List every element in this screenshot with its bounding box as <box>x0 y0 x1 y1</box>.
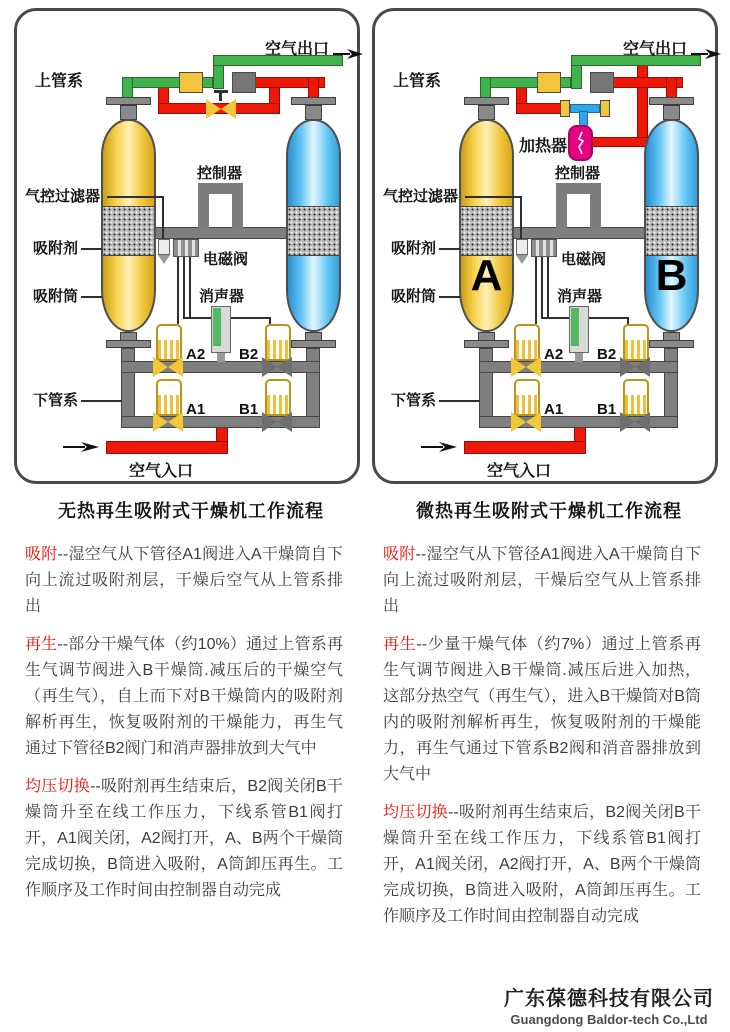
section-title: 微热再生吸附式干燥机工作流程 <box>416 501 682 521</box>
valve-b2-label: B2 <box>597 346 617 363</box>
tower-a-top-neck <box>120 105 137 120</box>
solenoid-valve-bank <box>531 239 557 257</box>
tower-b-top-neck <box>305 105 322 120</box>
tower-a-bottom-flange <box>106 340 151 348</box>
step-keyword: 均压切换 <box>383 804 449 821</box>
section-micro-heat-process <box>383 500 715 942</box>
valve-b1-actuator <box>623 379 649 416</box>
muffler-element <box>571 308 579 346</box>
tower-a-vessel <box>101 119 156 332</box>
pipe-tower-a-riser <box>122 77 133 99</box>
lower-pipe-label: 下管系 <box>33 392 79 409</box>
upper-pipe-label: 上管系 <box>393 73 442 90</box>
valve-b1-body <box>620 412 650 432</box>
tower-b-top-neck <box>663 105 680 120</box>
muffler-label: 消声器 <box>199 288 245 305</box>
pipe-tower-b-drop <box>308 77 319 99</box>
step-text: --湿空气从下管径A1阀进入A干燥筒自下向上流过吸附剂层，干燥后空气从上管系排出 <box>383 546 701 615</box>
solenoid-label: 电磁阀 <box>203 251 249 268</box>
pointer-line <box>439 400 480 402</box>
pipe-inlet <box>464 441 586 454</box>
company-name-en: Guangdong Baldor-tech Co.,Ltd <box>510 1012 708 1027</box>
company-footer <box>504 982 714 1027</box>
pointer-line <box>107 196 163 198</box>
pilot-filter-tip <box>158 255 170 264</box>
valve-a1-body <box>153 412 183 432</box>
pipe-inlet <box>106 441 228 454</box>
pilot-tube <box>541 257 543 317</box>
flow-arrow-icon <box>333 49 363 59</box>
diagram-panel-micro-heat <box>372 8 718 484</box>
pilot-tube <box>189 257 191 317</box>
adsorbent-bed <box>645 206 698 256</box>
step-text: --湿空气从下管径A1阀进入A干燥筒自下向上流过吸附剂层，干燥后空气从上管系排出 <box>25 546 343 615</box>
process-paragraph-adsorption <box>383 542 701 620</box>
check-valve-block <box>537 72 561 93</box>
section-heatless-process <box>25 500 357 916</box>
valve-a1-actuator <box>156 379 182 416</box>
pilot-tube <box>547 257 549 317</box>
heater-union-fitting <box>560 100 570 117</box>
controller-frame <box>198 183 243 228</box>
shuttle-valve-block <box>232 72 256 93</box>
heater-body <box>568 125 593 161</box>
adsorbent-label: 吸附剂 <box>33 240 79 257</box>
tower-b-letter: B <box>655 251 688 300</box>
muffler-label: 消声器 <box>557 288 603 305</box>
tower-a-letter: A <box>470 251 503 300</box>
pointer-line <box>439 248 460 250</box>
valve-a1-label: A1 <box>544 401 564 418</box>
valve-b2-body <box>620 357 650 377</box>
heater-label: 加热器 <box>519 138 568 155</box>
pilot-tube <box>183 257 185 317</box>
pipe-pilot-manifold <box>513 227 646 239</box>
pipe-tower-b-drop <box>666 77 677 99</box>
valve-b1-body <box>262 412 292 432</box>
step-text: --吸附剂再生结束后，B2阀关闭B干燥筒升至在线工作压力，下线系管B1阀打开，A1阀关闭，A2阀打开，A、B两个干燥筒完成切换，B筒进入吸附，A筒卸压再生。工作顺序及工作时间由控制器自动完成 <box>25 778 343 899</box>
adsorption-tower-label: 吸附筒 <box>391 288 437 305</box>
valve-a2-label: A2 <box>544 346 564 363</box>
pneumatic-filter-label: 气控过滤器 <box>383 188 459 205</box>
lower-pipe-label: 下管系 <box>391 392 437 409</box>
pointer-line <box>162 196 164 239</box>
valve-b1-actuator <box>265 379 291 416</box>
upper-pipe-label: 上管系 <box>35 73 84 90</box>
process-paragraph-regeneration <box>383 632 701 788</box>
step-text: --少量干燥气体（约7%）通过上管系再生气调节阀进入B干燥筒.减压后进入加热，这部分热空气（再生气），进入B干燥筒对B筒内的吸附剂解析再生，恢复吸附剂的干燥能力，再生气通过下管系B2阀和消音器排放到大气中 <box>383 636 701 783</box>
muffler-element <box>213 308 221 346</box>
pointer-line <box>439 296 460 298</box>
section-title: 无热再生吸附式干燥机工作流程 <box>58 501 324 521</box>
adsorbent-bed <box>287 206 340 256</box>
valve-a1-label: A1 <box>186 401 206 418</box>
valve-b2-actuator <box>623 324 649 361</box>
tower-a-top-flange <box>106 97 151 105</box>
tower-b-top-flange <box>291 97 336 105</box>
pointer-line <box>520 196 522 239</box>
regen-adjust-valve <box>206 99 236 119</box>
controller-label: 控制器 <box>555 165 601 182</box>
pneumatic-filter-label: 气控过滤器 <box>25 188 101 205</box>
valve-b2-actuator <box>265 324 291 361</box>
adsorption-tower-label: 吸附筒 <box>33 288 79 305</box>
pilot-filter <box>516 239 528 255</box>
air-outlet-label: 空气出口 <box>265 41 330 58</box>
pipe-pilot-manifold <box>155 227 288 239</box>
step-text: --吸附剂再生结束后，B2阀关闭B干燥筒升至在线工作压力，下线系管B1阀打开，A1阀关闭，A2阀打开，A、B两个干燥筒完成切换，B筒进入吸附，A筒卸压再生。工作顺序及工作时间由控制器自动完成 <box>383 804 701 925</box>
muffler-stem <box>217 353 225 362</box>
tower-a-top-neck <box>478 105 495 120</box>
pipe-heater-outlet <box>591 137 648 147</box>
company-name-cn: 广东葆德科技有限公司 <box>504 988 714 1010</box>
step-keyword: 再生 <box>25 636 58 653</box>
check-valve-block <box>179 72 203 93</box>
valve-a2-body <box>153 357 183 377</box>
process-paragraph-switchover <box>383 800 701 930</box>
step-keyword: 均压切换 <box>25 778 91 795</box>
valve-b1-label: B1 <box>597 401 617 418</box>
pipe-tower-a-riser <box>480 77 491 99</box>
flow-arrow-icon <box>691 49 721 59</box>
pointer-line <box>81 400 122 402</box>
pointer-line <box>81 296 102 298</box>
air-inlet-label: 空气入口 <box>487 463 552 480</box>
valve-a2-body <box>511 357 541 377</box>
tower-a-top-flange <box>464 97 509 105</box>
valve-a1-actuator <box>514 379 540 416</box>
tower-a-bottom-flange <box>464 340 509 348</box>
step-keyword: 再生 <box>383 636 417 653</box>
tower-b-bottom-flange <box>291 340 336 348</box>
pipe-heater-rise <box>637 59 648 147</box>
pointer-line <box>81 248 102 250</box>
tower-b-vessel <box>286 119 341 332</box>
step-keyword: 吸附 <box>383 546 416 563</box>
pipe-regen-horizontal <box>516 103 562 114</box>
air-outlet-label: 空气出口 <box>623 41 688 58</box>
pilot-filter <box>158 239 170 255</box>
process-paragraph-adsorption <box>25 542 343 620</box>
flow-arrow-icon <box>63 442 99 452</box>
heating-element-icon <box>576 131 586 155</box>
valve-a2-actuator <box>156 324 182 361</box>
controller-label: 控制器 <box>197 165 243 182</box>
controller-frame <box>556 183 601 228</box>
flow-arrow-icon <box>421 442 457 452</box>
valve-a2-actuator <box>514 324 540 361</box>
muffler-stem <box>575 353 583 362</box>
shuttle-valve-block <box>590 72 614 93</box>
tower-b-bottom-flange <box>649 340 694 348</box>
valve-a2-label: A2 <box>186 346 206 363</box>
pilot-filter-tip <box>516 255 528 264</box>
valve-b2-body <box>262 357 292 377</box>
air-inlet-label: 空气入口 <box>129 463 194 480</box>
step-text: --部分干燥气体（约10%）通过上管系再生气调节阀进入B干燥筒.减压后的干燥空气（再生气），自上而下对B干燥筒内的吸附剂解析再生，恢复吸附剂的干燥能力，再生气通过下管径B2阀门和消声器排放到大气中 <box>25 636 343 757</box>
step-keyword: 吸附 <box>25 546 58 563</box>
adsorbent-bed <box>102 206 155 256</box>
diagram-panel-heatless <box>14 8 360 484</box>
valve-a1-body <box>511 412 541 432</box>
solenoid-valve-bank <box>173 239 199 257</box>
adsorbent-label: 吸附剂 <box>391 240 437 257</box>
pointer-line <box>465 196 521 198</box>
heater-union-fitting <box>600 100 610 117</box>
pilot-tube <box>535 257 537 324</box>
adsorbent-bed <box>460 206 513 256</box>
process-paragraph-regeneration <box>25 632 343 762</box>
tower-b-top-flange <box>649 97 694 105</box>
solenoid-label: 电磁阀 <box>561 251 607 268</box>
pilot-tube <box>177 257 179 324</box>
valve-b1-label: B1 <box>239 401 259 418</box>
process-paragraph-switchover <box>25 774 343 904</box>
valve-b2-label: B2 <box>239 346 259 363</box>
